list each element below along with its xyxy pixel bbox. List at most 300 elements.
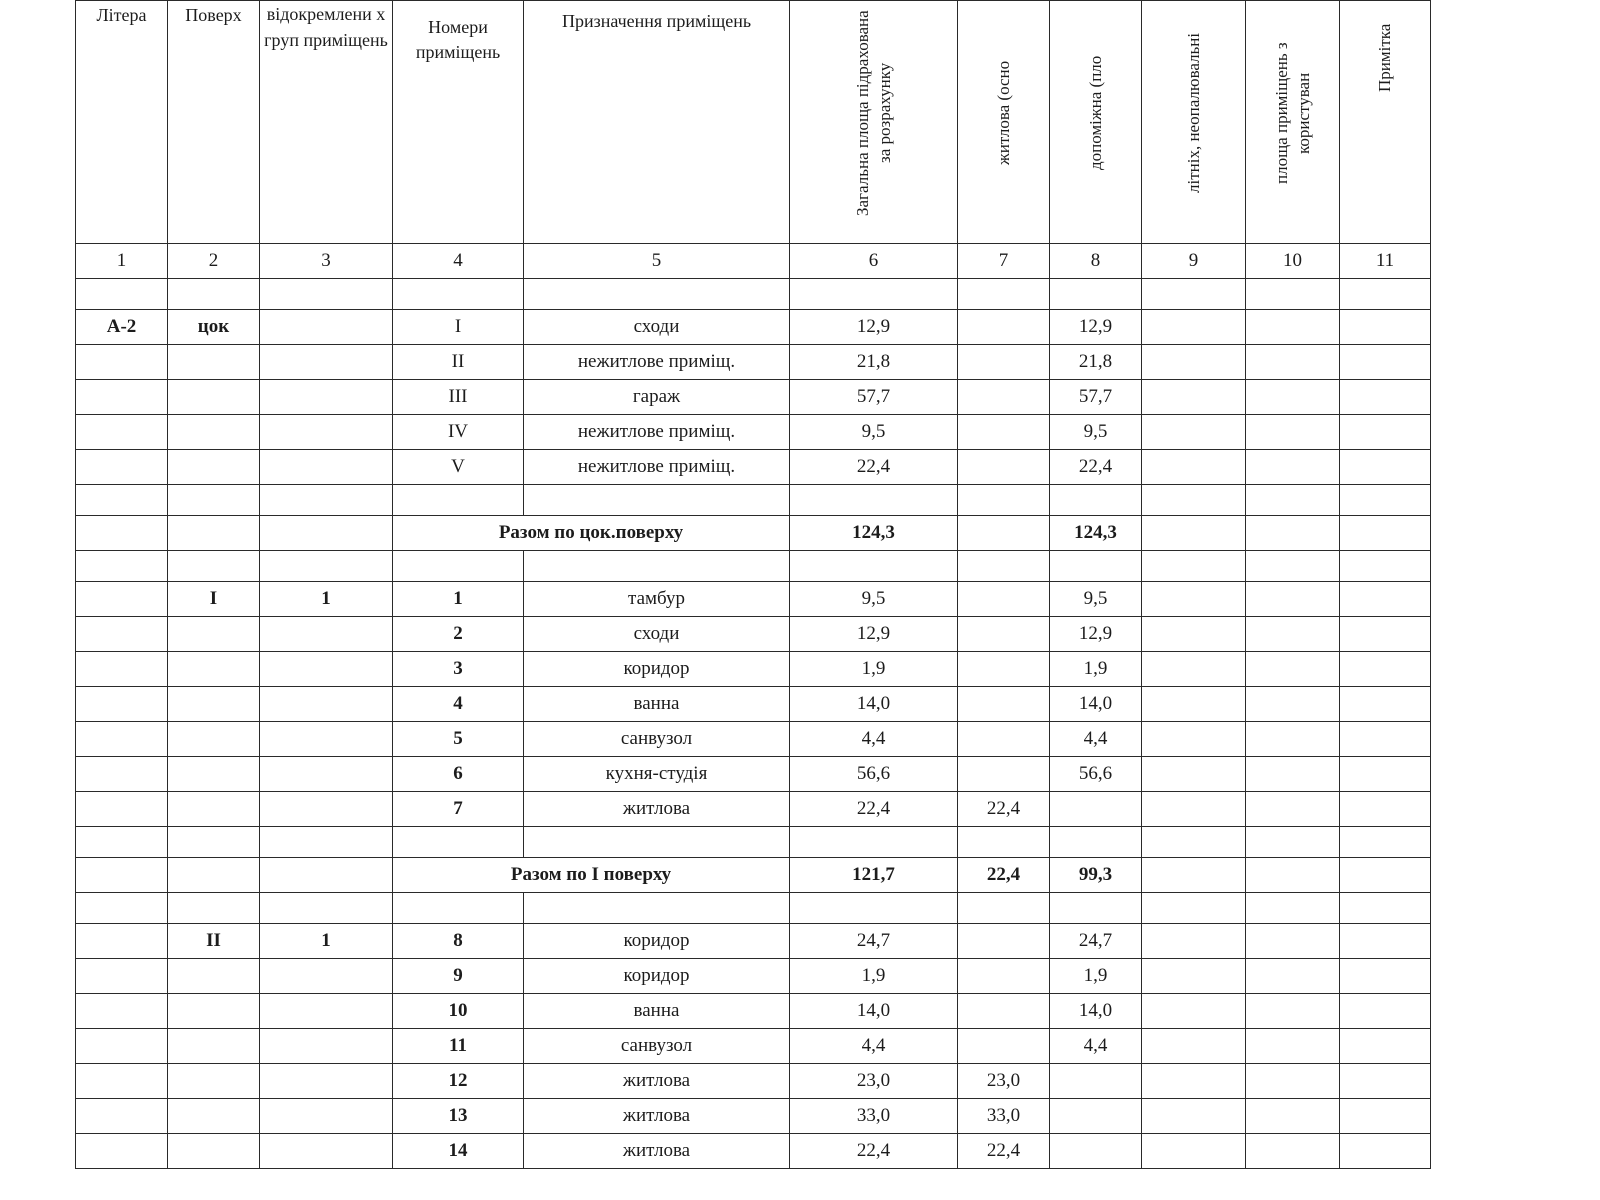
empty-cell [260,551,393,582]
empty-cell [790,279,958,310]
table-row [76,959,1431,994]
total-area: 22,4 [790,1134,958,1169]
empty-cell [790,827,958,858]
summer-area [1142,380,1246,415]
summer-area [1142,652,1246,687]
summer-area [1142,959,1246,994]
room-number: V [393,450,524,485]
floor-cell: II [168,924,260,959]
empty-cell [1340,827,1431,858]
aux-area: 22,4 [1050,450,1142,485]
header-summer-area: літніх, неопалювальні [1183,32,1203,194]
group-cell [260,380,393,415]
summer-area [1142,1064,1246,1099]
shared-area [1246,380,1340,415]
aux-area: 9,5 [1050,582,1142,617]
litera-cell [76,415,168,450]
note-cell [1340,652,1431,687]
floor-cell [168,757,260,792]
shared-area [1246,757,1340,792]
living-area: 22,4 [958,1134,1050,1169]
note-cell [1340,722,1431,757]
aux-area: 24,7 [1050,924,1142,959]
empty-cell [260,279,393,310]
note-cell [1340,1134,1431,1169]
litera-cell [76,1029,168,1064]
header-litera: Літера [76,1,168,244]
aux-area [1050,1064,1142,1099]
room-number: 5 [393,722,524,757]
total-area: 9,5 [790,582,958,617]
empty-cell [260,858,393,893]
room-number: 6 [393,757,524,792]
note-cell [1340,415,1431,450]
living-area: 33,0 [958,1099,1050,1134]
col-number: 4 [393,244,524,279]
note-cell [1340,617,1431,652]
note-cell [1340,582,1431,617]
shared-area [1246,582,1340,617]
total-area: 1,9 [790,959,958,994]
room-number: IV [393,415,524,450]
summer-area [1142,757,1246,792]
spacer-row [76,551,1431,582]
empty-cell [1142,516,1246,551]
aux-area: 14,0 [1050,994,1142,1029]
total-area: 4,4 [790,722,958,757]
table-row [76,582,1431,617]
empty-cell [260,516,393,551]
total-area: 22,4 [790,792,958,827]
room-purpose: житлова [524,1134,790,1169]
note-cell [1340,792,1431,827]
summer-area [1142,345,1246,380]
empty-cell [958,551,1050,582]
empty-cell [1246,827,1340,858]
room-number: 13 [393,1099,524,1134]
shared-area [1246,722,1340,757]
shared-area [1246,792,1340,827]
empty-cell [1340,279,1431,310]
table-row [76,450,1431,485]
living-area [958,345,1050,380]
empty-cell [1142,827,1246,858]
table-row [76,380,1431,415]
living-area [958,757,1050,792]
empty-cell [1050,485,1142,516]
floor-cell [168,1029,260,1064]
table-row [76,652,1431,687]
aux-area [1050,1134,1142,1169]
subtotal-label: Разом по цок.поверху [393,516,790,551]
aux-area: 12,9 [1050,310,1142,345]
litera-cell [76,617,168,652]
empty-cell [1050,279,1142,310]
living-area [958,617,1050,652]
room-number: III [393,380,524,415]
total-area: 4,4 [790,1029,958,1064]
living-area [958,310,1050,345]
empty-cell [168,551,260,582]
empty-cell [524,893,790,924]
aux-area: 4,4 [1050,1029,1142,1064]
col-number: 3 [260,244,393,279]
subtotal-label: Разом по I поверху [393,858,790,893]
note-cell [1340,757,1431,792]
room-purpose: сходи [524,617,790,652]
room-purpose: санвузол [524,1029,790,1064]
summer-area [1142,310,1246,345]
note-cell [1340,450,1431,485]
shared-area [1246,687,1340,722]
table-row [76,1029,1431,1064]
floor-cell [168,959,260,994]
group-cell [260,617,393,652]
room-number: 10 [393,994,524,1029]
aux-area: 21,8 [1050,345,1142,380]
room-purpose: коридор [524,959,790,994]
table-row [76,722,1431,757]
empty-cell [168,485,260,516]
empty-cell [260,827,393,858]
subtotal-living: 22,4 [958,858,1050,893]
room-purpose: санвузол [524,722,790,757]
group-cell: 1 [260,924,393,959]
subtotal-row [76,516,1431,551]
litera-cell [76,722,168,757]
empty-cell [1050,893,1142,924]
empty-cell [958,827,1050,858]
table-row [76,994,1431,1029]
total-area: 14,0 [790,994,958,1029]
litera-cell [76,792,168,827]
room-purpose: нежитлове приміщ. [524,345,790,380]
living-area [958,687,1050,722]
header-shared-area: площа приміщень з користуван [1271,42,1313,184]
room-purpose: нежитлове приміщ. [524,450,790,485]
floor-cell [168,687,260,722]
group-cell [260,310,393,345]
living-area [958,652,1050,687]
note-cell [1340,310,1431,345]
document-sheet [75,0,1430,1200]
empty-cell [1246,516,1340,551]
summer-area [1142,1134,1246,1169]
group-cell [260,722,393,757]
floor-cell: цок [168,310,260,345]
empty-cell [1340,516,1431,551]
header-living-area: житлова (осно [993,60,1013,166]
subtotal-total: 121,7 [790,858,958,893]
litera-cell [76,687,168,722]
litera-cell [76,652,168,687]
room-purpose: коридор [524,924,790,959]
empty-cell [260,893,393,924]
room-purpose: житлова [524,792,790,827]
empty-cell [524,827,790,858]
litera-cell [76,582,168,617]
empty-cell [168,827,260,858]
header-row [76,1,1431,244]
aux-area: 4,4 [1050,722,1142,757]
living-area [958,994,1050,1029]
table-row [76,617,1431,652]
room-number: 8 [393,924,524,959]
room-number: 2 [393,617,524,652]
empty-cell [393,279,524,310]
litera-cell [76,1099,168,1134]
aux-area: 1,9 [1050,959,1142,994]
room-purpose: сходи [524,310,790,345]
living-area [958,959,1050,994]
aux-area: 12,9 [1050,617,1142,652]
total-area: 14,0 [790,687,958,722]
note-cell [1340,924,1431,959]
total-area: 9,5 [790,415,958,450]
subtotal-living [958,516,1050,551]
table-row [76,687,1431,722]
floor-cell [168,722,260,757]
empty-cell [168,858,260,893]
empty-cell [1340,893,1431,924]
litera-cell [76,1134,168,1169]
litera-cell [76,924,168,959]
spacer-row [76,485,1431,516]
room-purpose: гараж [524,380,790,415]
col-number: 2 [168,244,260,279]
total-area: 12,9 [790,310,958,345]
spacer-row [76,893,1431,924]
summer-area [1142,450,1246,485]
empty-cell [1142,858,1246,893]
subtotal-aux: 124,3 [1050,516,1142,551]
empty-cell [76,485,168,516]
group-cell [260,792,393,827]
room-purpose: тамбур [524,582,790,617]
room-purpose: житлова [524,1064,790,1099]
table-row [76,1064,1431,1099]
room-number: 7 [393,792,524,827]
empty-cell [260,485,393,516]
group-cell [260,1099,393,1134]
total-area: 21,8 [790,345,958,380]
table-row [76,345,1431,380]
living-area: 23,0 [958,1064,1050,1099]
group-cell [260,415,393,450]
living-area [958,380,1050,415]
summer-area [1142,924,1246,959]
floor-cell [168,1134,260,1169]
floor-cell [168,380,260,415]
empty-cell [524,279,790,310]
group-cell [260,994,393,1029]
total-area: 56,6 [790,757,958,792]
room-number: 12 [393,1064,524,1099]
aux-area [1050,792,1142,827]
litera-cell [76,450,168,485]
total-area: 57,7 [790,380,958,415]
empty-cell [958,485,1050,516]
litera-cell [76,994,168,1029]
room-purpose: нежитлове приміщ. [524,415,790,450]
empty-cell [1142,551,1246,582]
floor-cell [168,1099,260,1134]
subtotal-aux: 99,3 [1050,858,1142,893]
note-cell [1340,380,1431,415]
living-area [958,924,1050,959]
group-cell [260,1029,393,1064]
empty-cell [76,551,168,582]
room-purpose: кухня-студія [524,757,790,792]
room-number: 14 [393,1134,524,1169]
shared-area [1246,1029,1340,1064]
total-area: 23,0 [790,1064,958,1099]
header-groups: відокремлени х груп приміщень [260,1,393,244]
empty-cell [1050,551,1142,582]
room-purpose: коридор [524,652,790,687]
table-row [76,310,1431,345]
aux-area: 9,5 [1050,415,1142,450]
header-floor: Поверх [168,1,260,244]
empty-cell [168,516,260,551]
shared-area [1246,994,1340,1029]
total-area: 22,4 [790,450,958,485]
empty-cell [524,485,790,516]
floor-cell [168,345,260,380]
floor-cell: I [168,582,260,617]
living-area [958,450,1050,485]
group-cell [260,652,393,687]
empty-cell [958,893,1050,924]
rooms-table [75,0,1431,1169]
group-cell [260,1134,393,1169]
table-row [76,792,1431,827]
living-area [958,722,1050,757]
floor-cell [168,994,260,1029]
summer-area [1142,994,1246,1029]
empty-cell [1246,485,1340,516]
shared-area [1246,652,1340,687]
living-area [958,1029,1050,1064]
group-cell [260,757,393,792]
header-total-area: Загальна площа підрахована за розрахунку [852,10,894,216]
empty-cell [393,893,524,924]
header-room-numbers: Номери приміщень [393,1,524,244]
spacer-row [76,827,1431,858]
note-cell [1340,1064,1431,1099]
empty-cell [76,827,168,858]
summer-area [1142,582,1246,617]
spacer-row [76,279,1431,310]
room-purpose: ванна [524,687,790,722]
empty-cell [76,279,168,310]
header-note: Примітка [1375,23,1394,93]
floor-cell [168,617,260,652]
empty-cell [1142,279,1246,310]
empty-cell [1340,485,1431,516]
group-cell [260,687,393,722]
total-area: 1,9 [790,652,958,687]
group-cell [260,450,393,485]
aux-area [1050,1099,1142,1134]
col-number: 7 [958,244,1050,279]
aux-area: 14,0 [1050,687,1142,722]
note-cell [1340,1099,1431,1134]
note-cell [1340,994,1431,1029]
aux-area: 57,7 [1050,380,1142,415]
empty-cell [168,279,260,310]
header-aux-area: допоміжна (пло [1085,55,1105,171]
room-number: 3 [393,652,524,687]
litera-cell [76,959,168,994]
empty-cell [76,858,168,893]
total-area: 33,0 [790,1099,958,1134]
column-numbers-row [76,244,1431,279]
floor-cell [168,1064,260,1099]
empty-cell [393,551,524,582]
shared-area [1246,1099,1340,1134]
total-area: 12,9 [790,617,958,652]
col-number: 10 [1246,244,1340,279]
summer-area [1142,792,1246,827]
room-purpose: ванна [524,994,790,1029]
empty-cell [1142,485,1246,516]
empty-cell [393,485,524,516]
shared-area [1246,415,1340,450]
empty-cell [76,893,168,924]
living-area: 22,4 [958,792,1050,827]
table-row [76,415,1431,450]
note-cell [1340,345,1431,380]
summer-area [1142,415,1246,450]
col-number: 5 [524,244,790,279]
empty-cell [790,485,958,516]
subtotal-total: 124,3 [790,516,958,551]
col-number: 11 [1340,244,1431,279]
header-room-purpose: Призначення приміщень [524,1,790,244]
empty-cell [76,516,168,551]
room-number: 11 [393,1029,524,1064]
empty-cell [790,893,958,924]
empty-cell [1340,858,1431,893]
room-number: II [393,345,524,380]
empty-cell [1246,279,1340,310]
shared-area [1246,345,1340,380]
empty-cell [1246,893,1340,924]
litera-cell [76,1064,168,1099]
group-cell [260,959,393,994]
empty-cell [1246,858,1340,893]
table-row [76,1099,1431,1134]
col-number: 6 [790,244,958,279]
empty-cell [1050,827,1142,858]
shared-area [1246,617,1340,652]
living-area [958,582,1050,617]
floor-cell [168,450,260,485]
floor-cell [168,652,260,687]
room-purpose: житлова [524,1099,790,1134]
col-number: 8 [1050,244,1142,279]
summer-area [1142,722,1246,757]
note-cell [1340,959,1431,994]
summer-area [1142,1029,1246,1064]
room-number: I [393,310,524,345]
empty-cell [1246,551,1340,582]
note-cell [1340,687,1431,722]
summer-area [1142,617,1246,652]
room-number: 4 [393,687,524,722]
empty-cell [1340,551,1431,582]
